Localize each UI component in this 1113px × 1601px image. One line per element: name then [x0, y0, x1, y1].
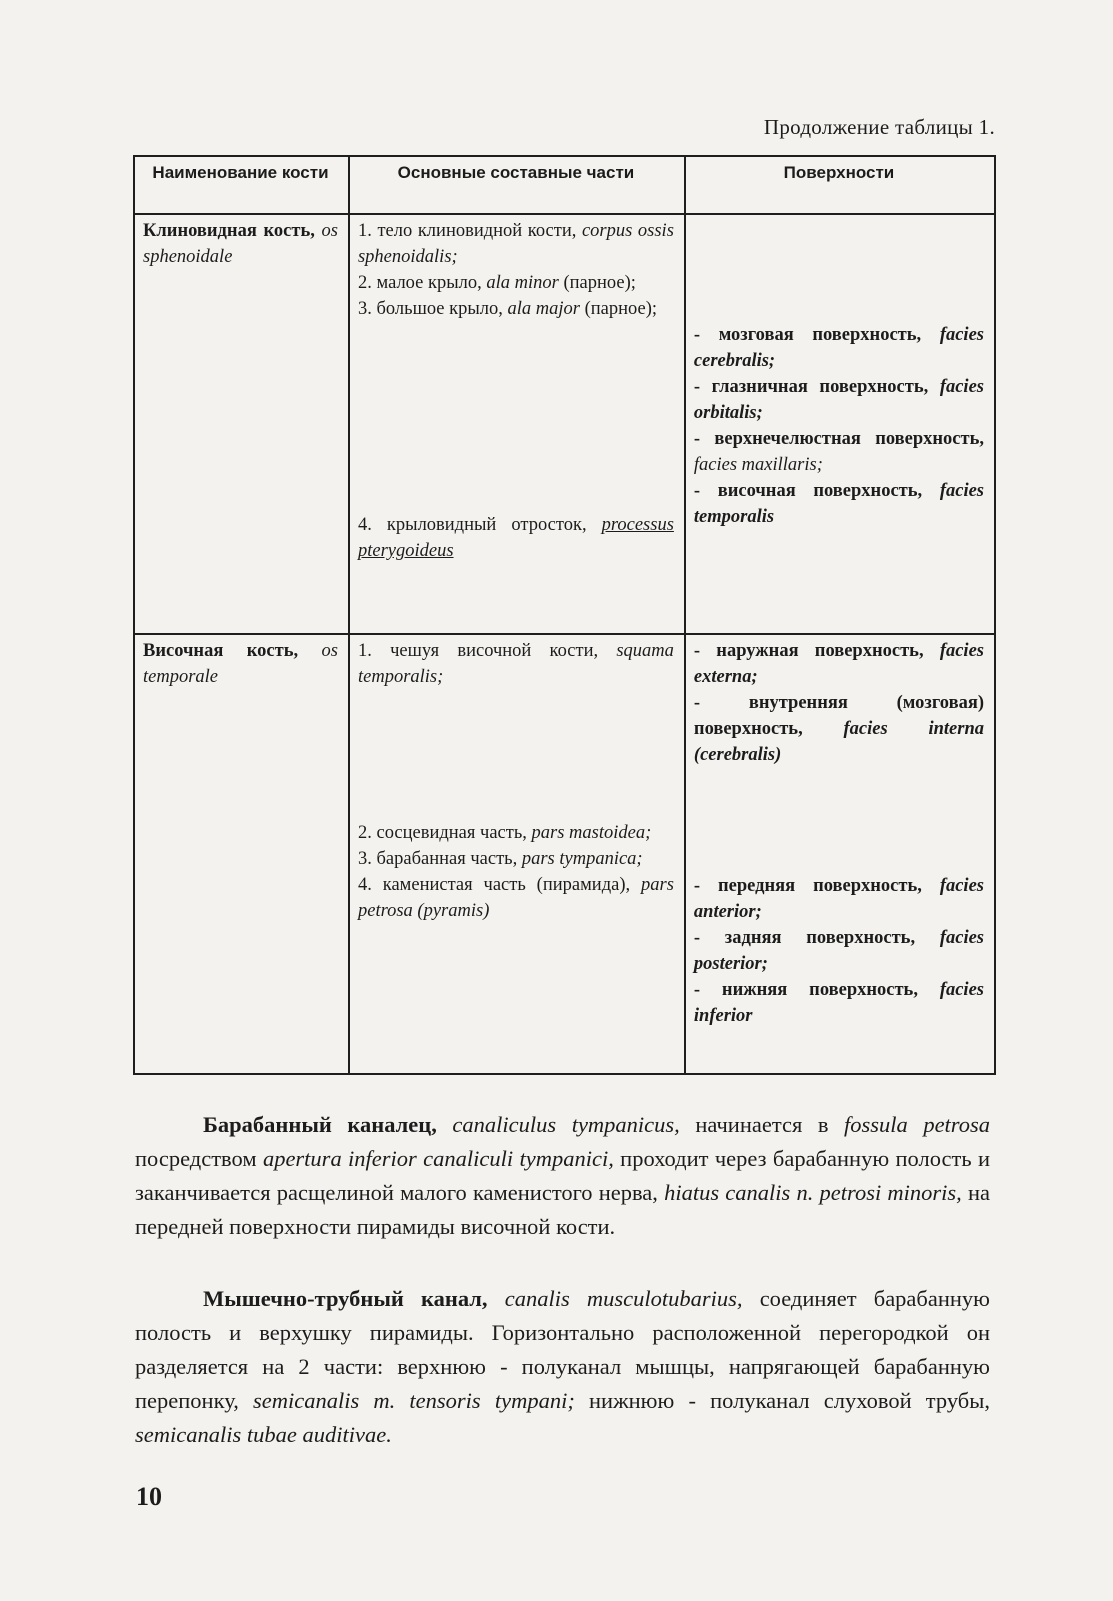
surface-item: - внутренняя (мозговая) поверхность, facies interna (cerebralis)	[693, 693, 984, 765]
part-item: 3. большое крыло, ala major (парное);	[357, 299, 658, 319]
surface-item: - задняя поверхность, facies posterior;	[693, 928, 985, 974]
surfaces-cell	[685, 634, 995, 1074]
part-item: 1. тело клиновидной кости, corpus ossis sphenoidalis;	[357, 221, 674, 267]
part-item: 2. малое крыло, ala minor (парное);	[357, 273, 636, 293]
bone-name-cell	[134, 214, 349, 634]
paragraph-tympanic-canaliculus: Барабанный каналец, canaliculus tympanicus, начинается в fossula petrosa посредством apertura inferior canaliculi tympanici, проходит через барабанную полость и заканчивается расщелиной малого каменистого нерва, hiatus canalis n. petrosi minoris, на передней поверхности пирамиды височной кости.	[135, 1112, 990, 1239]
bone-name-latin: os sphenoidale	[143, 221, 338, 267]
header-main-parts: Основные составные части	[349, 156, 685, 214]
parts-cell	[349, 634, 685, 1074]
bones-table	[133, 155, 996, 1075]
bone-name: Височная кость,	[143, 641, 299, 661]
part-item: 4. каменистая часть (пирамида), pars petrosa (pyramis)	[357, 875, 674, 921]
header-bone-name: Наименование кости	[134, 156, 349, 214]
surfaces-cell	[685, 214, 995, 634]
surface-item: - нижняя поверхность, facies inferior	[693, 980, 984, 1026]
table-row-sphenoid	[134, 214, 995, 634]
part-item: 1. чешуя височной кости, squama temporalis;	[357, 641, 674, 687]
header-surfaces: Поверхности	[685, 156, 995, 214]
table-header-row	[134, 156, 995, 214]
part-item: 3. барабанная часть, pars tympanica;	[357, 849, 643, 869]
part-item: 2. сосцевидная часть, pars mastoidea;	[357, 823, 652, 843]
page-number: 10	[136, 1482, 162, 1511]
table-caption: Продолжение таблицы 1.	[763, 115, 995, 139]
paragraph-musculotubal-canal: Мышечно-трубный канал, canalis musculotubarius, соединяет барабанную полость и верхушку пирамиды. Горизонтально расположенной перегородкой он разделяется на 2 части: верхнюю - полуканал мышцы, напрягающей барабанную перепонку, semicanalis m. tensoris tympani; нижнюю - полуканал слуховой трубы, semicanalis tubae auditivae.	[135, 1286, 990, 1447]
part-item: 4. крыловидный отросток, processus pterygoideus	[357, 515, 674, 561]
surface-item: - наружная поверхность, facies externa;	[693, 641, 984, 687]
parts-cell	[349, 214, 685, 634]
surface-item: - верхнечелюстная поверхность, facies maxillaris;	[693, 429, 984, 475]
bone-name-cell	[134, 634, 349, 1074]
table-row-temporal	[134, 634, 995, 1074]
surface-item: - височная поверхность, facies temporalis	[693, 481, 985, 527]
surface-item: - глазничная поверхность, facies orbitalis;	[693, 377, 984, 423]
bone-name-latin: os temporale	[143, 641, 338, 687]
surface-item: - передняя поверхность, facies anterior;	[693, 876, 984, 922]
surface-item: - мозговая поверхность, facies cerebralis;	[693, 325, 984, 371]
bone-name: Клиновидная кость,	[143, 221, 315, 241]
